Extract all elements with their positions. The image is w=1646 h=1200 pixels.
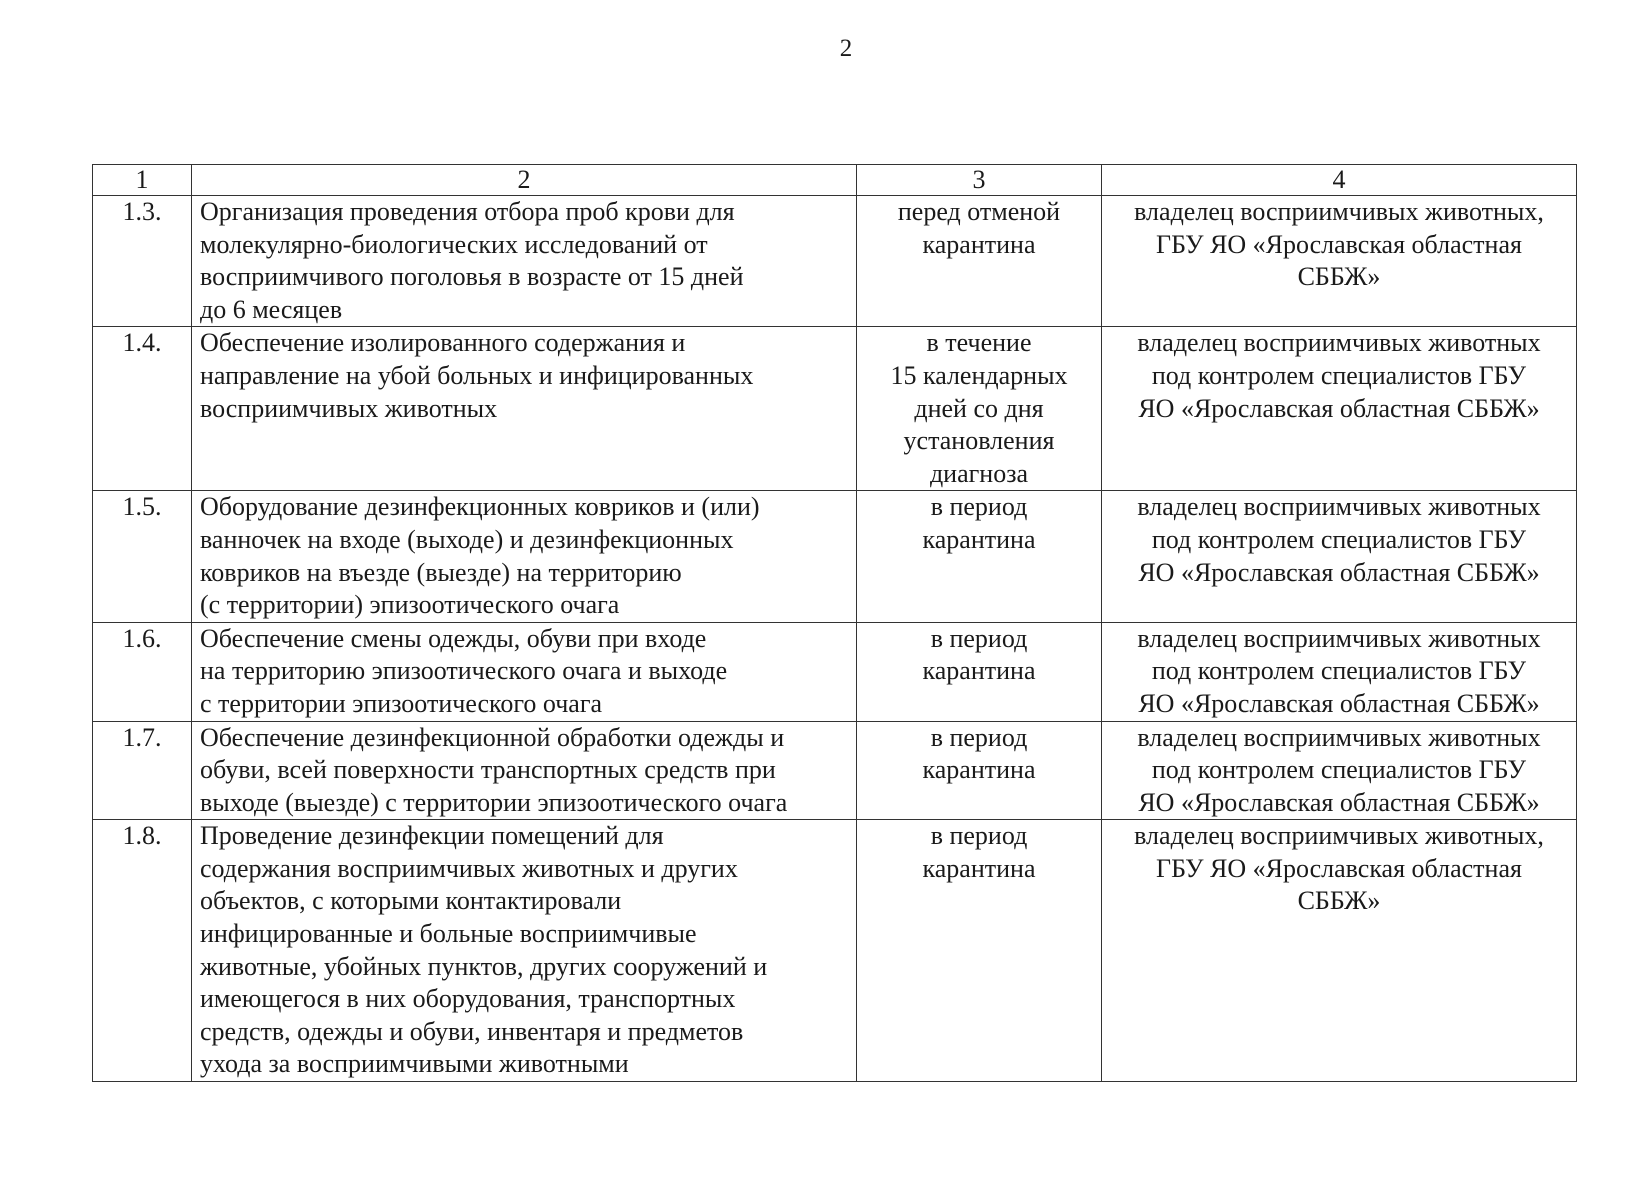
item-number: 1.4. — [93, 327, 192, 491]
responsible-cell-line: ГБУ ЯО «Ярославская областная — [1156, 229, 1522, 259]
action-cell-line: (с территории) эпизоотического очага — [200, 590, 620, 620]
action-cell-line: Оборудование дезинфекционных ковриков и (или) — [200, 492, 760, 522]
table-row — [93, 820, 1577, 1082]
item-number: 1.6. — [93, 622, 192, 721]
action-cell-line: Организация проведения отбора проб крови для — [200, 197, 735, 226]
timing-cell — [857, 820, 1102, 1082]
table-row — [93, 327, 1577, 491]
timing-cell-line: карантина — [922, 853, 1036, 883]
action-cell — [192, 622, 857, 721]
responsible-cell — [1102, 196, 1577, 327]
timing-cell-line: карантина — [922, 229, 1036, 259]
timing-cell — [857, 622, 1102, 721]
action-cell-line: инфицированные и больные восприимчивые — [200, 919, 697, 949]
timing-cell-line: в период — [930, 722, 1028, 752]
responsible-cell-line: владелец восприимчивых животных, — [1134, 821, 1544, 851]
action-cell-line: Обеспечение изолированного содержания и — [200, 328, 686, 358]
table-row — [93, 721, 1577, 820]
timing-cell-line: в течение — [926, 328, 1032, 358]
action-cell-line: Обеспечение дезинфекционной обработки одежды и — [200, 722, 785, 752]
responsible-cell — [1102, 820, 1577, 1082]
action-cell-line: средств, одежды и обуви, инвентаря и предметов — [200, 1016, 744, 1046]
timing-cell — [857, 196, 1102, 327]
action-cell-line: до 6 месяцев — [200, 294, 343, 324]
responsible-cell-line: СББЖ» — [1297, 262, 1381, 292]
action-cell-line: ванночек на входе (выходе) и дезинфекционных — [200, 524, 734, 554]
timing-cell-line: перед отменой — [897, 197, 1061, 226]
timing-cell-line: дней со дня — [914, 393, 1044, 423]
action-cell-line: с территории эпизоотического очага — [200, 688, 603, 718]
responsible-cell-line: под контролем специалистов ГБУ — [1151, 755, 1527, 785]
responsible-cell-line: ЯО «Ярославская областная СББЖ» — [1138, 787, 1540, 817]
responsible-cell-line: под контролем специалистов ГБУ — [1151, 360, 1527, 390]
column-header: 2 — [192, 165, 857, 196]
timing-cell-line: 15 календарных — [890, 360, 1068, 390]
table-row — [93, 196, 1577, 327]
responsible-cell-line: владелец восприимчивых животных, — [1134, 197, 1544, 226]
action-cell — [192, 820, 857, 1082]
action-cell-line: имеющегося в них оборудования, транспортных — [200, 984, 736, 1014]
column-header: 1 — [93, 165, 192, 196]
timing-cell-line: в период — [930, 821, 1028, 851]
item-number: 1.8. — [93, 820, 192, 1082]
responsible-cell-line: владелец восприимчивых животных — [1137, 492, 1541, 522]
table-header-row — [93, 165, 1577, 196]
responsible-cell — [1102, 491, 1577, 622]
column-header: 3 — [857, 165, 1102, 196]
responsible-cell-line: владелец восприимчивых животных — [1137, 722, 1541, 752]
action-cell-line: направление на убой больных и инфицированных — [200, 360, 754, 390]
table-row — [93, 491, 1577, 622]
timing-cell — [857, 327, 1102, 491]
responsible-cell-line: под контролем специалистов ГБУ — [1151, 656, 1527, 686]
column-header: 4 — [1102, 165, 1577, 196]
action-cell-line: восприимчивых животных — [200, 393, 498, 423]
item-number: 1.7. — [93, 721, 192, 820]
timing-cell-line: карантина — [922, 755, 1036, 785]
timing-cell-line: в период — [930, 623, 1028, 653]
item-number: 1.3. — [93, 196, 192, 327]
action-cell-line: животные, убойных пунктов, других сооружений и — [200, 951, 768, 981]
action-cell-line: восприимчивого поголовья в возрасте от 15 дней — [200, 262, 744, 292]
action-cell-line: выходе (выезде) с территории эпизоотического очага — [200, 787, 788, 817]
responsible-cell-line: ЯО «Ярославская областная СББЖ» — [1138, 688, 1540, 718]
action-cell-line: ухода за восприимчивыми животными — [200, 1049, 629, 1079]
action-cell — [192, 196, 857, 327]
page-number: 2 — [839, 35, 853, 62]
action-cell — [192, 491, 857, 622]
action-cell — [192, 721, 857, 820]
measures-table — [92, 164, 1577, 1082]
action-cell-line: содержания восприимчивых животных и других — [200, 853, 738, 883]
responsible-cell-line: ЯО «Ярославская областная СББЖ» — [1138, 557, 1540, 587]
action-cell-line: объектов, с которыми контактировали — [200, 886, 622, 916]
action-cell-line: молекулярно-биологических исследований от — [200, 229, 708, 259]
responsible-cell — [1102, 721, 1577, 820]
action-cell-line: ковриков на въезде (выезде) на территорию — [200, 557, 682, 587]
responsible-cell-line: под контролем специалистов ГБУ — [1151, 524, 1527, 554]
timing-cell-line: диагноза — [929, 458, 1029, 488]
item-number: 1.5. — [93, 491, 192, 622]
responsible-cell-line: владелец восприимчивых животных — [1137, 328, 1541, 358]
responsible-cell — [1102, 622, 1577, 721]
action-cell-line: на территорию эпизоотического очага и выходе — [200, 656, 728, 686]
timing-cell-line: карантина — [922, 656, 1036, 686]
timing-cell — [857, 491, 1102, 622]
timing-cell — [857, 721, 1102, 820]
action-cell-line: Обеспечение смены одежды, обуви при входе — [200, 623, 707, 653]
timing-cell-line: установления — [903, 426, 1055, 456]
action-cell-line: Проведение дезинфекции помещений для — [200, 821, 664, 851]
responsible-cell-line: СББЖ» — [1297, 886, 1381, 916]
responsible-cell-line: ГБУ ЯО «Ярославская областная — [1156, 853, 1522, 883]
action-cell — [192, 327, 857, 491]
responsible-cell-line: владелец восприимчивых животных — [1137, 623, 1541, 653]
responsible-cell-line: ЯО «Ярославская областная СББЖ» — [1138, 393, 1540, 423]
timing-cell-line: в период — [930, 492, 1028, 522]
timing-cell-line: карантина — [922, 524, 1036, 554]
action-cell-line: обуви, всей поверхности транспортных средств при — [200, 755, 776, 785]
responsible-cell — [1102, 327, 1577, 491]
table-row — [93, 622, 1577, 721]
